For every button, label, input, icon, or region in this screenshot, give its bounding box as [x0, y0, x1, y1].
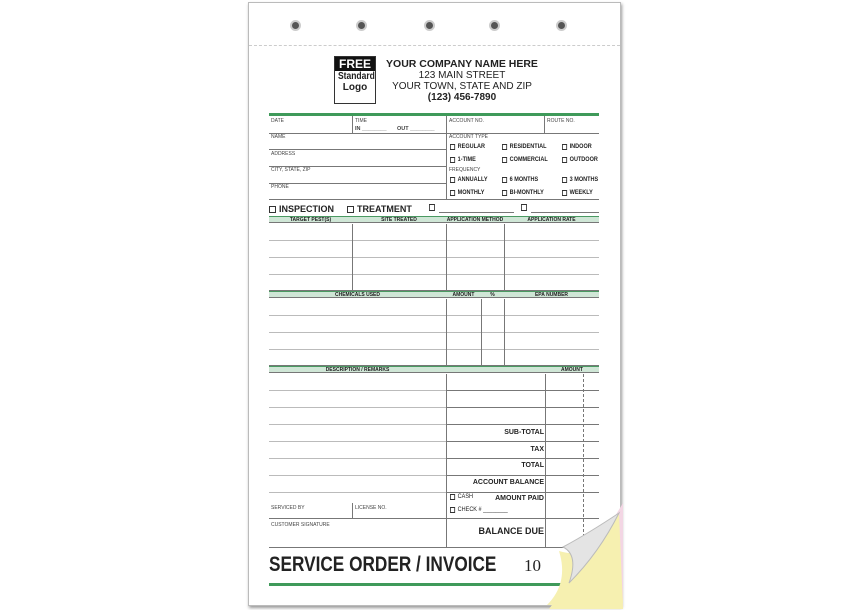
- amount-paid-label: AMOUNT PAID: [495, 495, 544, 502]
- logo-free: FREE: [335, 57, 375, 71]
- route-no-field[interactable]: ROUTE NO.: [547, 118, 575, 124]
- column-header: EPA NUMBER: [534, 292, 569, 298]
- tax-label: TAX: [530, 446, 544, 453]
- rule-line: [269, 240, 599, 241]
- checkbox-weekly[interactable]: [562, 189, 593, 196]
- time-out-field[interactable]: OUT ________: [397, 126, 435, 132]
- rule-line: [269, 274, 599, 275]
- checkbox-label: TREATMENT: [357, 204, 412, 214]
- page-curl: [539, 503, 623, 609]
- rule-line: [269, 407, 446, 408]
- rule-line: [269, 290, 599, 291]
- rule-line: [269, 257, 599, 258]
- company-phone: (123) 456-7890: [427, 92, 497, 103]
- customer-signature-field[interactable]: CUSTOMER SIGNATURE: [271, 522, 330, 528]
- punch-hole: [489, 20, 500, 31]
- checkbox-cash[interactable]: [450, 493, 473, 500]
- table-header-description: [269, 366, 599, 373]
- company-city: YOUR TOWN, STATE AND ZIP: [392, 81, 532, 92]
- checkbox-residential[interactable]: [502, 143, 546, 150]
- column-header: APPLICATION METHOD: [446, 217, 504, 223]
- frequency-label: FREQUENCY: [449, 167, 481, 173]
- company-name: YOUR COMPANY NAME HERE: [386, 58, 538, 70]
- punch-hole: [424, 20, 435, 31]
- serviced-by-field[interactable]: SERVICED BY: [271, 505, 305, 511]
- checkbox-label: INDOOR: [569, 143, 592, 150]
- column-header: AMOUNT: [452, 292, 475, 298]
- checkbox-3-months[interactable]: [562, 176, 598, 183]
- checkbox-6-months[interactable]: [502, 176, 538, 183]
- company-street: 123 MAIN STREET: [418, 70, 506, 81]
- checkbox-label: MONTHLY: [457, 189, 485, 196]
- phone-field[interactable]: PHONE: [271, 184, 289, 190]
- rule-line: [446, 475, 599, 476]
- rule-line: [269, 458, 446, 459]
- rule-line: [446, 407, 599, 408]
- checkbox-monthly[interactable]: [450, 189, 484, 196]
- rule-line: [504, 224, 505, 290]
- column-header: TARGET PEST(S): [289, 217, 332, 223]
- column-header: SITE TREATED: [381, 217, 417, 223]
- rule-line: [504, 299, 505, 365]
- account-type-label: ACCOUNT TYPE: [449, 134, 488, 140]
- checkbox-bi-monthly[interactable]: [502, 189, 544, 196]
- rule-line: [446, 390, 599, 391]
- checkbox-1-time[interactable]: [450, 156, 476, 163]
- checkbox-other-2[interactable]: [521, 204, 527, 211]
- rule-line: [446, 224, 447, 290]
- column-header: CHEMICALS USED: [334, 292, 380, 298]
- checkbox-label: 1-TIME: [457, 156, 476, 163]
- table-header-treatment: [269, 216, 599, 223]
- checkbox-indoor[interactable]: [562, 143, 592, 150]
- rule-line: [269, 390, 446, 391]
- rule-line: [481, 299, 482, 365]
- checkbox-label: BI-MONTHLY: [509, 189, 544, 196]
- punch-hole: [356, 20, 367, 31]
- rule-line: [269, 365, 599, 366]
- rule-line: [446, 458, 599, 459]
- punch-hole: [290, 20, 301, 31]
- license-no-field[interactable]: LICENSE NO.: [355, 505, 387, 511]
- checkbox-label: ANNUALLY: [457, 176, 488, 183]
- rule-line: [446, 424, 599, 425]
- account-balance-label: ACCOUNT BALANCE: [472, 479, 544, 486]
- rule-line: [269, 475, 446, 476]
- rule-line: [269, 441, 446, 442]
- checkbox-label: CASH: [457, 493, 474, 500]
- balance-due-label: BALANCE DUE: [478, 526, 544, 536]
- column-header: APPLICATION RATE: [527, 217, 576, 223]
- checkbox-label: INSPECTION: [279, 204, 335, 214]
- rule-line: [446, 299, 447, 365]
- rule-line: [446, 374, 447, 547]
- column-header: DESCRIPTION / REMARKS: [325, 367, 390, 373]
- form-title: SERVICE ORDER / INVOICE: [269, 553, 497, 576]
- checkbox-annually[interactable]: [450, 176, 488, 183]
- total-label: TOTAL: [521, 462, 544, 469]
- rule-line: [269, 492, 446, 493]
- checkbox-label: COMMERCIAL: [509, 156, 548, 163]
- column-header: AMOUNT: [561, 367, 583, 373]
- column-header: %: [490, 292, 495, 298]
- checkbox-label: REGULAR: [457, 143, 485, 150]
- rule-line: [352, 224, 353, 290]
- rule-line: [446, 441, 599, 442]
- checkbox-label: 3 MONTHS: [569, 176, 599, 183]
- checkbox-other-1[interactable]: [429, 204, 435, 211]
- checkbox-commercial[interactable]: [502, 156, 548, 163]
- checkbox-label: WEEKLY: [569, 189, 593, 196]
- checkbox-inspection[interactable]: [269, 204, 334, 214]
- checkbox-check[interactable]: [450, 506, 508, 513]
- logo: [334, 56, 376, 104]
- name-field[interactable]: NAME: [271, 134, 286, 140]
- green-rule: [269, 113, 599, 116]
- date-field[interactable]: DATE: [271, 118, 284, 124]
- rule-line: [269, 315, 599, 316]
- logo-text: Standard: [338, 71, 375, 82]
- perforation: [249, 45, 620, 46]
- checkbox-label: 6 MONTHS: [509, 176, 539, 183]
- checkbox-treatment[interactable]: [347, 204, 412, 214]
- checkbox-label: OUTDOOR: [569, 156, 598, 163]
- checkbox-regular[interactable]: [450, 143, 485, 150]
- table-header-chemicals: [269, 291, 599, 298]
- address-field[interactable]: ADDRESS: [271, 151, 296, 157]
- punch-hole: [556, 20, 567, 31]
- subtotal-label: SUB-TOTAL: [504, 429, 544, 436]
- account-no-field[interactable]: ACCOUNT NO.: [449, 118, 484, 124]
- time-in-field[interactable]: IN ________: [355, 126, 387, 132]
- invoice-number: 10: [524, 556, 541, 575]
- rule-line: [269, 349, 599, 350]
- rule-line: [269, 332, 599, 333]
- rule-line: [269, 424, 446, 425]
- checkbox-outdoor[interactable]: [562, 156, 598, 163]
- invoice-form: [248, 2, 621, 606]
- checkbox-label: CHECK # ________: [457, 506, 508, 513]
- company-info: [382, 58, 542, 104]
- checkbox-label: RESIDENTIAL: [509, 143, 547, 150]
- time-label: TIME: [355, 118, 367, 124]
- logo-text: Logo: [342, 82, 368, 93]
- rule-line: [352, 503, 353, 518]
- rule-line: [269, 518, 446, 519]
- city-field[interactable]: CITY, STATE, ZIP: [271, 167, 311, 173]
